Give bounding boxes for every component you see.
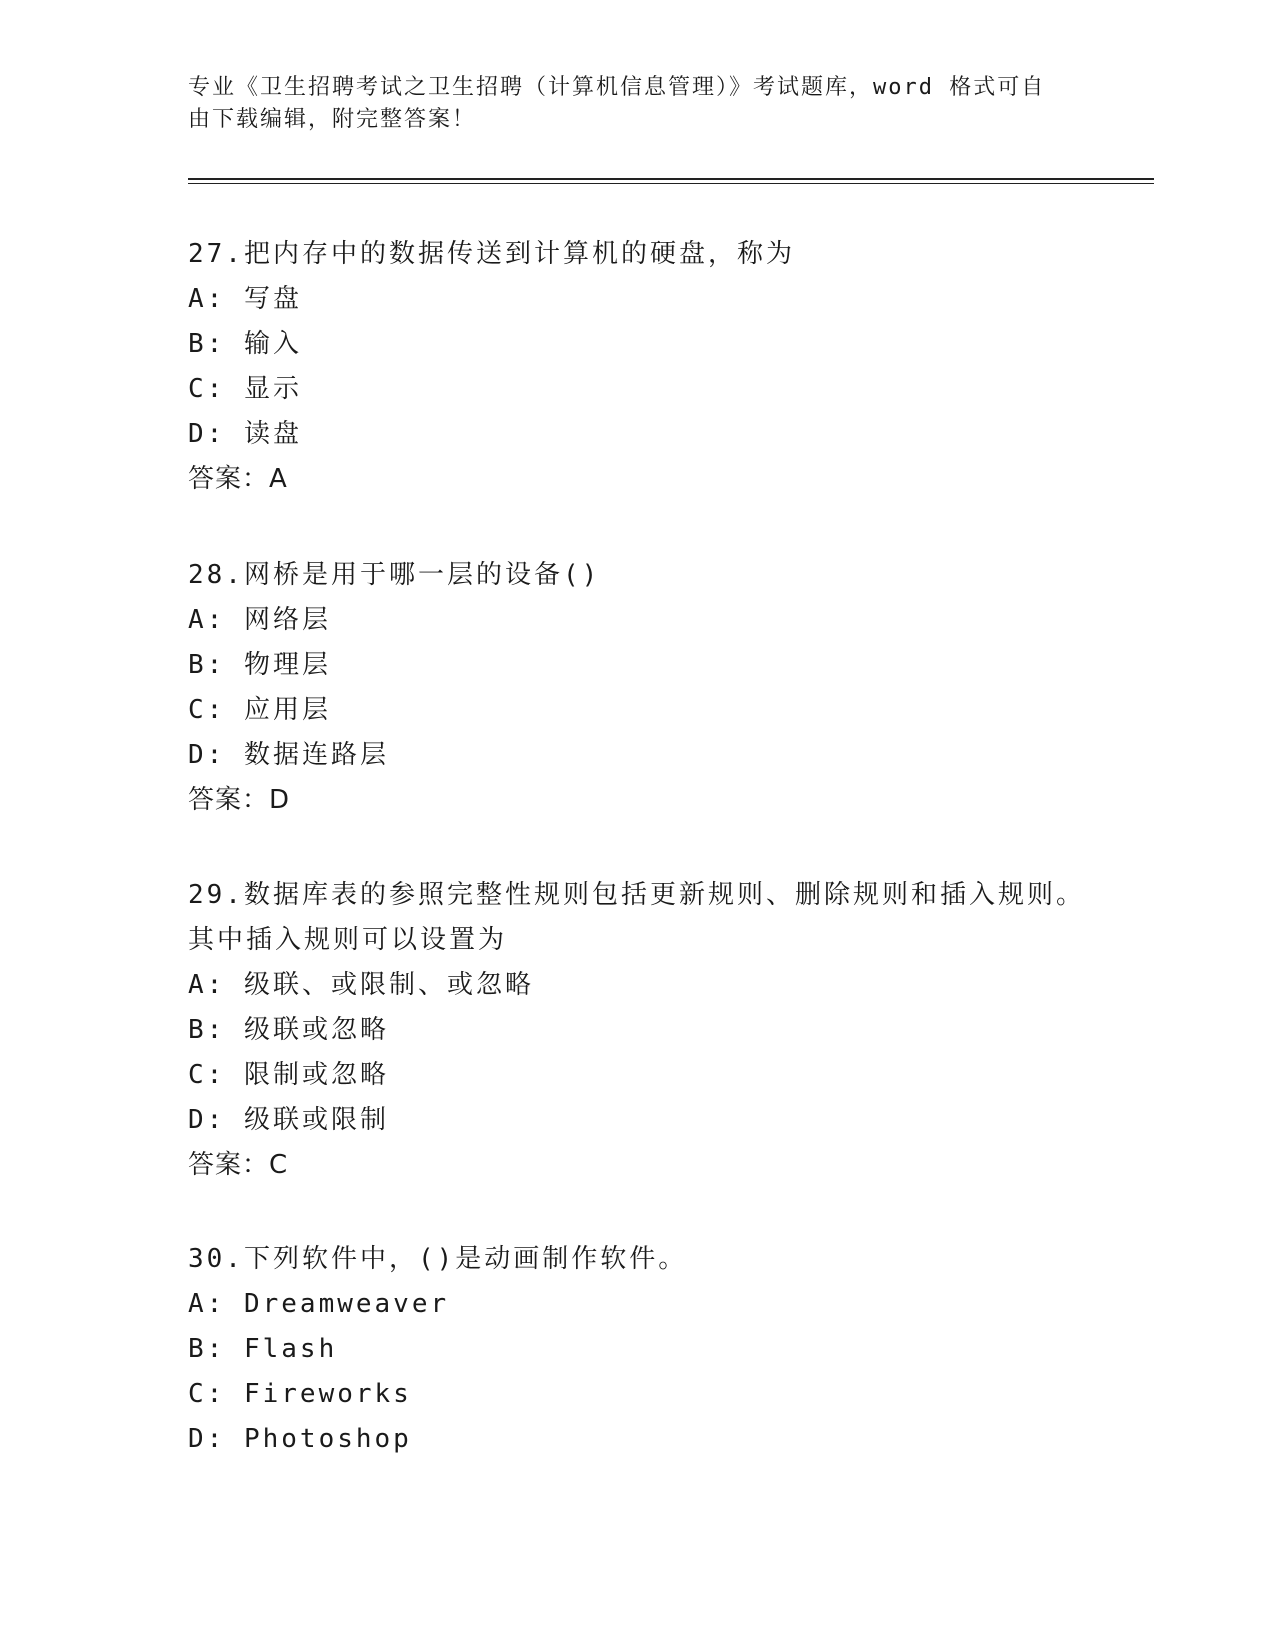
question-stem: 27.把内存中的数据传送到计算机的硬盘，称为 <box>188 239 795 269</box>
option-d: D: 读盘 <box>188 419 302 449</box>
option-a: A: 级联、或限制、或忽略 <box>188 970 534 1000</box>
header-line-1: 专业《卫生招聘考试之卫生招聘（计算机信息管理）》考试题库，word 格式可自 <box>188 75 1046 100</box>
question-stem-line-1: 29.数据库表的参照完整性规则包括更新规则、删除规则和插入规则。 <box>188 880 1085 910</box>
option-c: C: 限制或忽略 <box>188 1060 389 1090</box>
option-b: B: Flash <box>188 1334 338 1364</box>
option-d: D: 级联或限制 <box>188 1105 389 1135</box>
option-b: B: 输入 <box>188 329 302 359</box>
option-d: D: 数据连路层 <box>188 740 389 770</box>
document-header <box>188 72 1068 136</box>
question-stem: 28.网桥是用于哪一层的设备() <box>188 560 601 590</box>
option-b: B: 物理层 <box>188 650 331 680</box>
answer-line: 答案：C <box>188 1150 289 1180</box>
question-29 <box>188 873 1088 1188</box>
question-30 <box>188 1237 1088 1462</box>
answer-line: 答案：A <box>188 464 288 494</box>
question-27 <box>188 232 1088 502</box>
option-d: D: Photoshop <box>188 1424 412 1454</box>
question-28 <box>188 553 1088 823</box>
header-divider-thick <box>188 178 1154 180</box>
question-stem: 30.下列软件中，()是动画制作软件。 <box>188 1244 688 1274</box>
answer-line: 答案：D <box>188 785 291 815</box>
header-line-2: 由下载编辑，附完整答案！ <box>188 107 477 132</box>
option-c: C: 应用层 <box>188 695 331 725</box>
question-stem-line-2: 其中插入规则可以设置为 <box>188 925 508 955</box>
option-a: A: Dreamweaver <box>188 1289 450 1319</box>
option-c: C: 显示 <box>188 374 302 404</box>
option-c: C: Fireworks <box>188 1379 412 1409</box>
option-a: A: 写盘 <box>188 284 302 314</box>
header-divider-thin <box>188 183 1154 184</box>
option-a: A: 网络层 <box>188 605 331 635</box>
option-b: B: 级联或忽略 <box>188 1015 389 1045</box>
